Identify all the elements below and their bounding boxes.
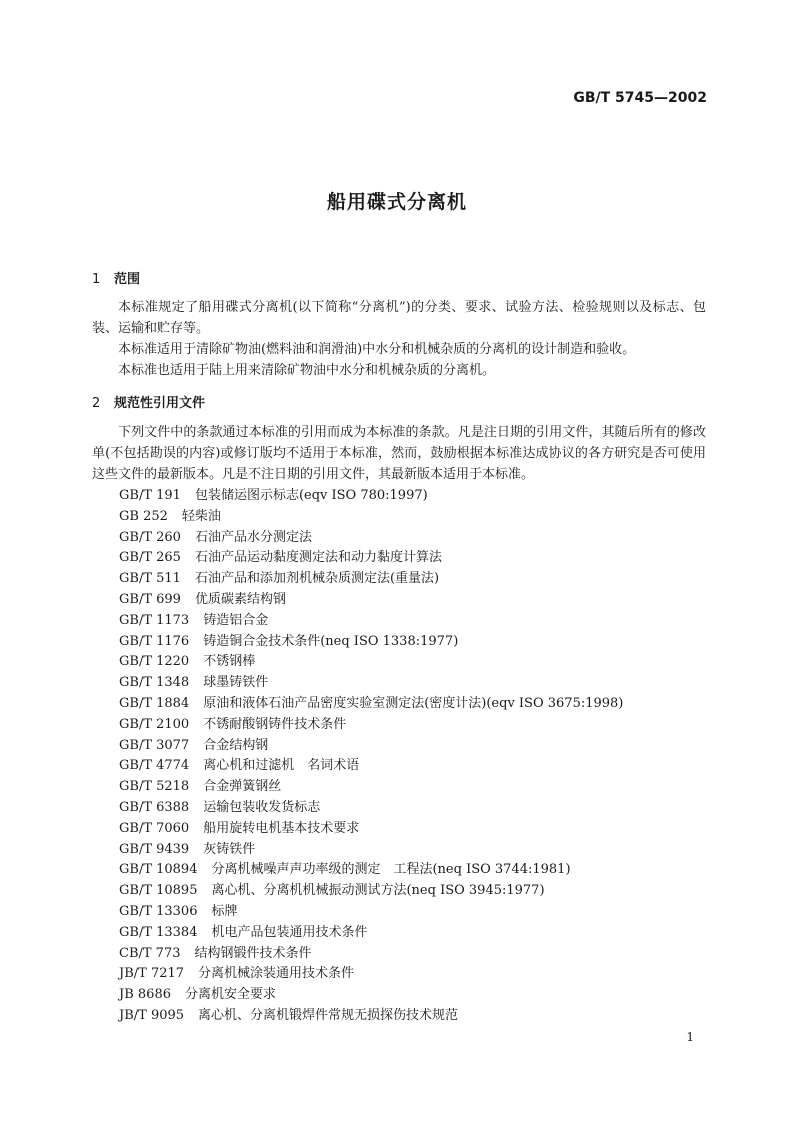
reference-item [119,590,623,611]
reference-title: 优质碳素结构钢 [194,591,286,607]
reference-title: 包装储运图示标志(eqv ISO 780:1997) [194,488,428,503]
reference-item [119,632,623,653]
reference-code: GB/T 191 [119,488,181,503]
reference-code: JB/T 7217 [119,966,185,982]
reference-title: 合金结构钢 [203,737,269,753]
reference-title: 铸造铝合金 [203,612,269,628]
reference-code: GB/T 4774 [119,758,190,774]
reference-item [119,1006,623,1027]
reference-title: 分离机安全要求 [184,987,276,1003]
reference-code: JB 8686 [119,987,171,1003]
standard-code: GB/T 5745—2002 [573,90,707,106]
reference-code: GB/T 1176 [119,633,190,649]
reference-item [119,985,623,1006]
reference-code: GB/T 1220 [119,654,190,670]
reference-item [119,611,623,632]
reference-item [119,548,623,569]
reference-title: 球墨铸铁件 [203,675,269,691]
reference-code: GB/T 6388 [119,799,190,815]
reference-item [119,715,623,736]
reference-code: GB/T 13384 [119,924,198,940]
reference-code: GB/T 511 [119,571,181,587]
section-number: 2 [92,396,101,411]
reference-item [119,923,623,944]
reference-title: 机电产品包装通用技术条件 [211,924,368,940]
reference-item [119,528,623,549]
reference-item [119,777,623,798]
reference-title: 轻柴油 [181,508,221,524]
section-heading-references [92,392,205,411]
section-heading-text: 范围 [114,272,141,287]
section-heading-text: 规范性引用文件 [114,396,206,411]
reference-code: GB/T 10895 [119,883,198,899]
reference-item [119,507,623,528]
reference-code: GB/T 10894 [119,862,198,878]
reference-title: 石油产品运动黏度测定法和动力黏度计算法 [194,550,442,566]
reference-title: 原油和液体石油产品密度实验室测定法(密度计法)(eqv ISO 3675:1998) [203,695,624,711]
reference-code: GB/T 5218 [119,779,190,795]
reference-title: 结构钢锻件技术条件 [194,945,312,961]
reference-item [119,964,623,985]
scope-paragraph-1: 本标准规定了船用碟式分离机(以下简称“分离机”)的分类、要求、试验方法、检验规则以及标志、包装、运输和贮存等。 [92,300,706,336]
reference-item [119,673,623,694]
reference-title: 离心机、分离机机械振动测试方法(neq ISO 3945:1977) [211,883,545,899]
reference-code: GB/T 1348 [119,675,190,691]
reference-item [119,944,623,965]
reference-item [119,902,623,923]
reference-code: GB/T 9439 [119,841,190,857]
references-intro-paragraph: 下列文件中的条款通过本标准的引用而成为本标准的条款。凡是注日期的引用文件，其随后所有的修改单(不包括勘误的内容)或修订版均不适用于本标准，然而，鼓励根据本标准达成协议的各方研究是否可使用这些文件的最新版本。凡是不注日期的引用文件，其最新版本适用于本标准。 [92,425,706,482]
page-number: 1 [686,1030,694,1044]
reference-code: GB/T 1884 [119,695,190,711]
reference-item [119,756,623,777]
reference-title: 标牌 [211,903,238,919]
reference-code: GB 252 [119,508,168,524]
reference-code: GB/T 7060 [119,820,190,836]
reference-code: GB/T 3077 [119,737,190,753]
page-title: 船用碟式分离机 [326,191,467,213]
reference-code: CB/T 773 [119,945,181,961]
reference-item [119,486,623,507]
reference-title: 铸造铜合金技术条件(neq ISO 1338:1977) [203,633,459,649]
reference-code: GB/T 1173 [119,612,190,628]
reference-code: GB/T 265 [119,550,181,566]
reference-title: 不锈耐酸钢铸件技术条件 [203,716,347,732]
section-number: 1 [92,272,101,287]
reference-item [119,860,623,881]
reference-item [119,736,623,757]
reference-item [119,694,623,715]
reference-code: GB/T 2100 [119,716,190,732]
reference-title: 船用旋转电机基本技术要求 [203,820,360,836]
reference-code: GB/T 13306 [119,903,198,919]
reference-code: GB/T 699 [119,591,181,607]
reference-title: 不锈钢棒 [203,654,256,670]
section-heading-scope [92,268,140,287]
reference-title: 离心机、分离机锻焊件常规无损探伤技术规范 [198,1007,459,1023]
reference-title: 离心机和过滤机 名词术语 [203,758,360,774]
reference-list [119,486,623,1027]
reference-title: 合金弹簧钢丝 [203,779,282,795]
reference-code: GB/T 260 [119,529,181,545]
reference-code: JB/T 9095 [119,1007,185,1023]
reference-title: 运输包装收发货标志 [203,799,321,815]
reference-item [119,652,623,673]
reference-item [119,819,623,840]
reference-item [119,569,623,590]
reference-title: 石油产品和添加剂机械杂质测定法(重量法) [194,571,440,587]
reference-title: 灰铸铁件 [203,841,256,857]
scope-paragraph-2: 本标准适用于清除矿物油(燃料油和润滑油)中水分和机械杂质的分离机的设计制造和验收。 [118,342,636,357]
reference-item [119,840,623,861]
reference-title: 石油产品水分测定法 [194,529,312,545]
reference-item [119,881,623,902]
scope-paragraph-3: 本标准也适用于陆上用来清除矿物油中水分和机械杂质的分离机。 [118,363,496,378]
reference-title: 分离机械涂装通用技术条件 [198,966,355,982]
reference-item [119,798,623,819]
reference-title: 分离机械噪声声功率级的测定 工程法(neq ISO 3744:1981) [211,862,571,878]
